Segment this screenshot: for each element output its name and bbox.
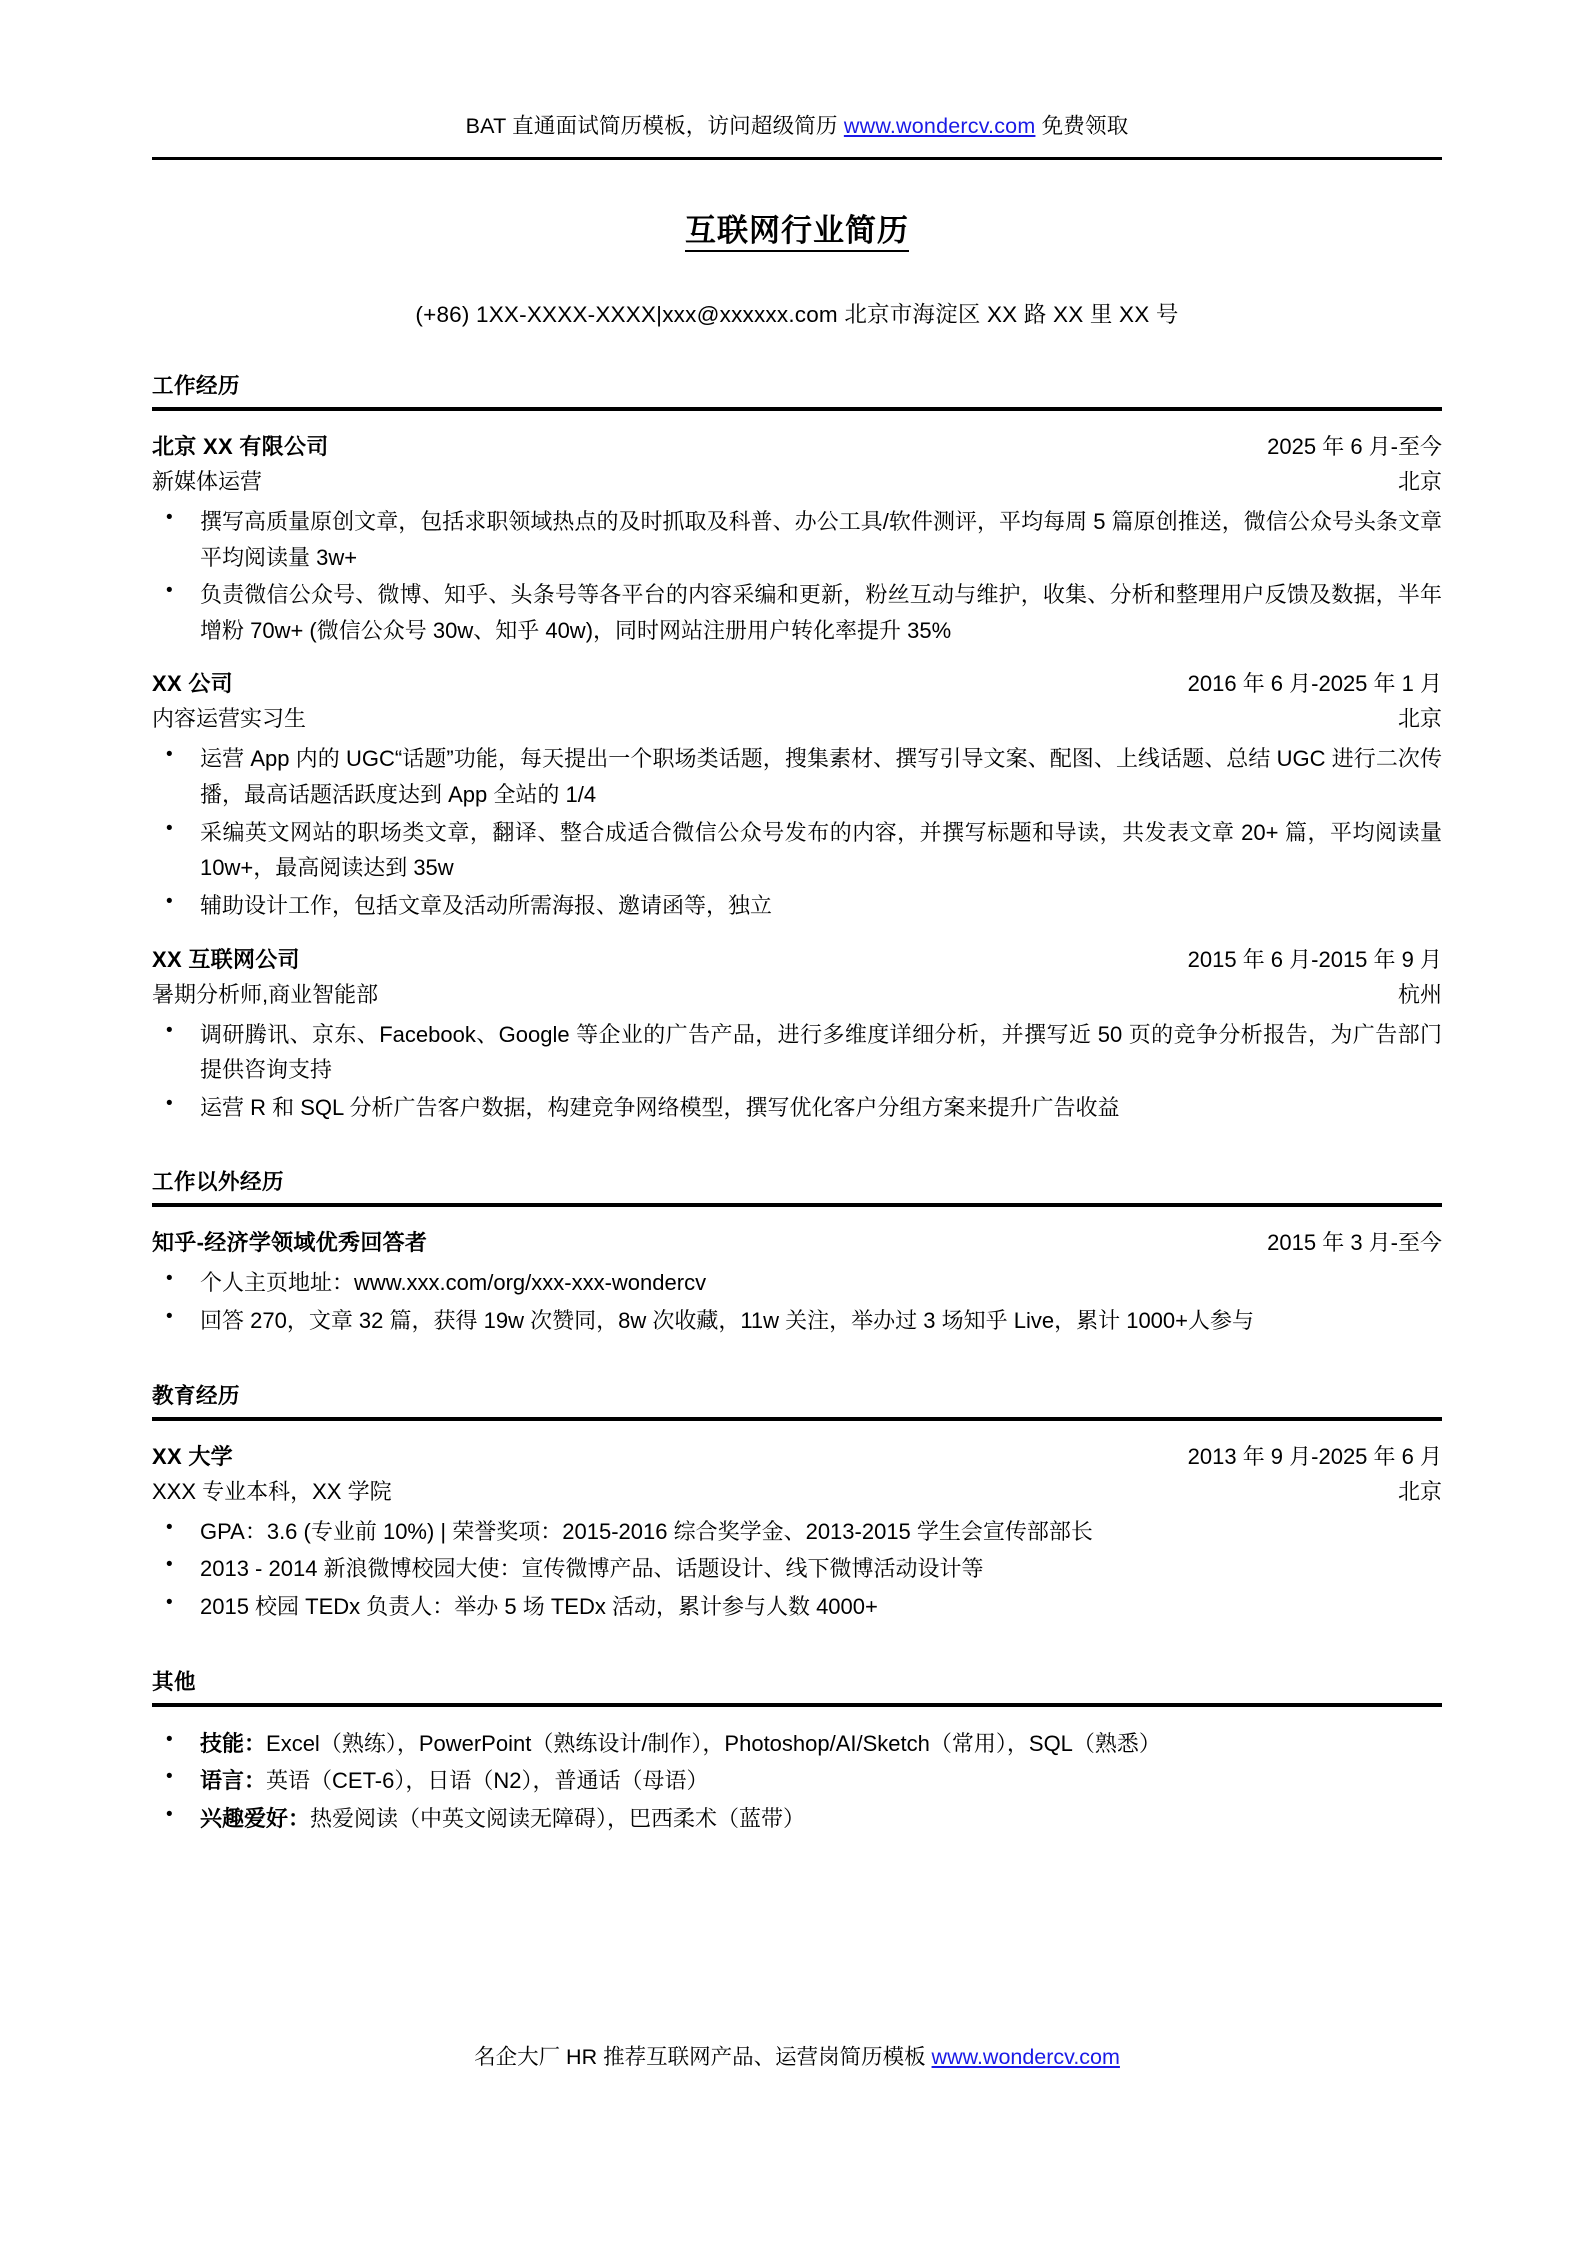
resume-section <box>152 1665 1442 1837</box>
entry-location: 北京 <box>1397 468 1442 494</box>
entry-bullet-list <box>152 1726 1442 1837</box>
footer-text: 名企大厂 HR 推荐互联网产品、运营岗简历模板 <box>474 2045 932 2069</box>
wondercv-link-footer[interactable]: www.wondercv.com <box>931 2045 1120 2069</box>
wondercv-link-header[interactable]: www.wondercv.com <box>843 114 1036 138</box>
resume-entry <box>152 1440 1442 1625</box>
entry-primary-row <box>152 667 1442 700</box>
section-heading: 其他 <box>152 1669 197 1694</box>
bullet-item: • 负责微信公众号、微博、知乎、头条号等各平台的内容采编和更新，粉丝互动与维护，收集、分析和整理用户反馈及数据，半年增粉 70w+ (微信公众号 30w、知乎 40w)，同时网站注册用户转化率提升 35% <box>152 577 1442 648</box>
running-header-text-after: 免费领取 <box>1035 114 1129 138</box>
entry-bullet-list <box>152 1017 1442 1126</box>
section-divider <box>152 1703 1442 1707</box>
bullet-text: 英语（CET-6），日语（N2），普通话（母语） <box>266 1768 709 1794</box>
bullet-label: 技能： <box>200 1730 267 1756</box>
entry-organization: 北京 XX 有限公司 <box>152 433 329 459</box>
bullet-text: Excel（熟练），PowerPoint（熟练设计/制作），Photoshop/AI/Sketch（常用），SQL（熟悉） <box>266 1730 1161 1756</box>
header-divider <box>152 157 1442 160</box>
page-title-text: 互联网行业简历 <box>685 213 909 252</box>
bullet-item <box>152 1801 1442 1837</box>
entry-organization: 知乎-经济学领域优秀回答者 <box>152 1230 428 1256</box>
entry-primary-row <box>152 1226 1442 1259</box>
running-header-text-before: BAT 直通面试简历模板，访问超级简历 <box>465 114 844 138</box>
entry-location: 北京 <box>1397 1478 1442 1504</box>
section-heading: 工作经历 <box>152 373 241 398</box>
page-title <box>152 205 1442 250</box>
entry-bullet-list <box>152 1265 1442 1338</box>
resume-section <box>152 1379 1442 1625</box>
entry-date-range: 2025 年 6 月-至今 <box>1267 433 1442 459</box>
entry-role: XXX 专业本科，XX 学院 <box>152 1478 392 1504</box>
entry-date-range: 2013 年 9 月-2025 年 6 月 <box>1187 1443 1442 1469</box>
entry-bullet-list <box>152 504 1442 649</box>
entry-date-range: 2015 年 6 月-2015 年 9 月 <box>1187 946 1442 972</box>
entry-date-range: 2016 年 6 月-2025 年 1 月 <box>1187 671 1442 697</box>
resume-entry <box>152 430 1442 649</box>
resume-section <box>152 1165 1442 1338</box>
resume-section <box>152 369 1442 1126</box>
bullet-text: 热爱阅读（中英文阅读无障碍），巴西柔术（蓝带） <box>310 1805 806 1831</box>
bullet-label: 兴趣爱好： <box>200 1805 311 1831</box>
resume-entry <box>152 667 1442 923</box>
sections-container <box>152 369 1442 1837</box>
section-divider <box>152 407 1442 411</box>
bullet-item <box>152 1726 1442 1762</box>
resume-sheet <box>152 0 1442 1838</box>
resume-entry <box>152 1226 1442 1338</box>
bullet-item: • 个人主页地址：www.xxx.com/org/xxx-xxx-wondercv <box>152 1265 1442 1301</box>
entry-organization: XX 大学 <box>152 1443 233 1469</box>
bullet-item: • 回答 270，文章 32 篇，获得 19w 次赞同，8w 次收藏，11w 关注，举办过 3 场知乎 Live，累计 1000+人参与 <box>152 1303 1442 1339</box>
entry-location: 杭州 <box>1397 981 1442 1007</box>
resume-entry <box>152 1726 1442 1837</box>
entry-bullet-list <box>152 741 1442 923</box>
bullet-label: 语言： <box>200 1768 267 1794</box>
page-footer <box>152 2040 1442 2071</box>
entry-location: 北京 <box>1397 706 1442 732</box>
entry-secondary-row <box>152 978 1442 1011</box>
entry-primary-row <box>152 430 1442 463</box>
resume-entry <box>152 943 1442 1126</box>
entry-role: 暑期分析师,商业智能部 <box>152 981 379 1007</box>
bullet-item: • 运营 R 和 SQL 分析广告客户数据，构建竞争网络模型，撰写优化客户分组方案来提升广告收益 <box>152 1090 1442 1126</box>
entry-date-range: 2015 年 3 月-至今 <box>1267 1230 1442 1256</box>
bullet-item: • 采编英文网站的职场类文章，翻译、整合成适合微信公众号发布的内容，并撰写标题和导读，共发表文章 20+ 篇，平均阅读量 10w+，最高阅读达到 35w <box>152 815 1442 886</box>
section-heading: 工作以外经历 <box>152 1170 285 1195</box>
entry-organization: XX 互联网公司 <box>152 946 300 972</box>
entry-bullet-list <box>152 1514 1442 1625</box>
bullet-item: • 2015 校园 TEDx 负责人：举办 5 场 TEDx 活动，累计参与人数 4000+ <box>152 1589 1442 1625</box>
bullet-item: • 2013 - 2014 新浪微博校园大使：宣传微博产品、话题设计、线下微博活动设计等 <box>152 1551 1442 1587</box>
bullet-item <box>152 1763 1442 1799</box>
section-divider <box>152 1203 1442 1207</box>
running-header <box>152 0 1442 141</box>
entry-secondary-row <box>152 702 1442 735</box>
entry-secondary-row <box>152 1475 1442 1508</box>
bullet-item: • 撰写高质量原创文章，包括求职领域热点的及时抓取及科普、办公工具/软件测评，平均每周 5 篇原创推送，微信公众号头条文章平均阅读量 3w+ <box>152 504 1442 575</box>
entry-role: 内容运营实习生 <box>152 706 307 732</box>
entry-primary-row <box>152 1440 1442 1473</box>
section-divider <box>152 1417 1442 1421</box>
entry-organization: XX 公司 <box>152 671 233 697</box>
entry-role: 新媒体运营 <box>152 468 263 494</box>
section-heading: 教育经历 <box>152 1383 241 1408</box>
contact-line: (+86) 1XX-XXXX-XXXX|xxx@xxxxxx.com 北京市海淀区 XX 路 XX 里 XX 号 <box>415 301 1179 327</box>
bullet-item: • 调研腾讯、京东、Facebook、Google 等企业的广告产品，进行多维度详细分析，并撰写近 50 页的竞争分析报告，为广告部门提供咨询支持 <box>152 1017 1442 1088</box>
bullet-item: • 运营 App 内的 UGC“话题”功能，每天提出一个职场类话题，搜集素材、撰写引导文案、配图、上线话题、总结 UGC 进行二次传播，最高话题活跃度达到 App 全站的 1/4 <box>152 741 1442 812</box>
bullet-item: • 辅助设计工作，包括文章及活动所需海报、邀请函等，独立 <box>152 888 1442 924</box>
entry-secondary-row <box>152 465 1442 498</box>
entry-primary-row <box>152 943 1442 976</box>
bullet-item: • GPA：3.6 (专业前 10%) | 荣誉奖项：2015-2016 综合奖学金、2013-2015 学生会宣传部部长 <box>152 1514 1442 1550</box>
